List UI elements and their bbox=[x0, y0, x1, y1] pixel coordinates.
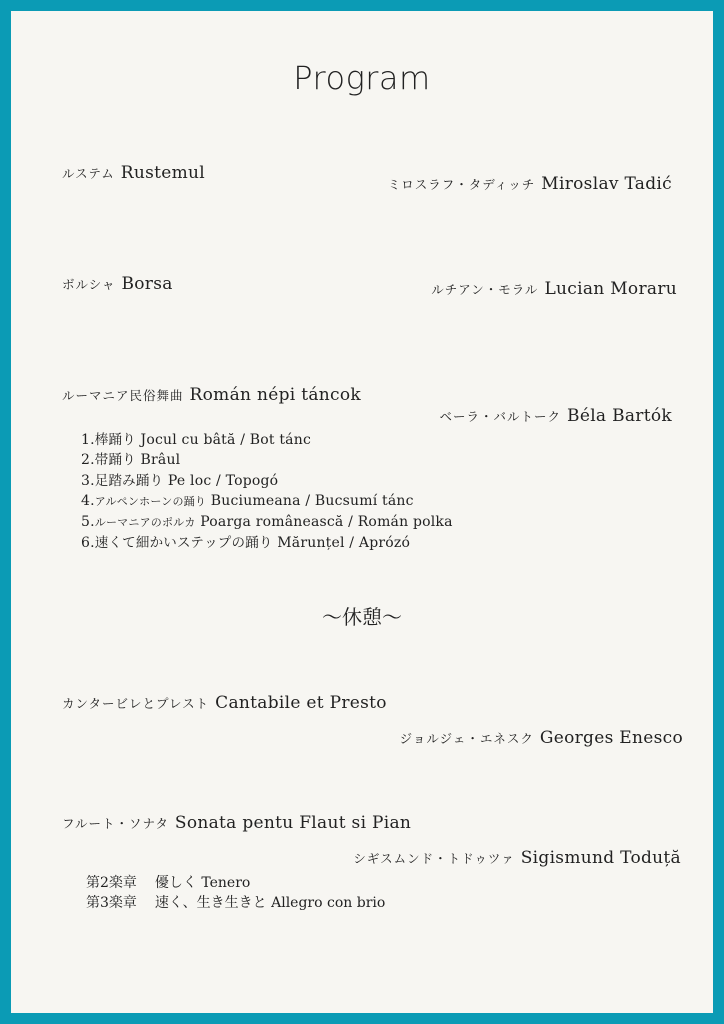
piece-title-en: Borsa bbox=[121, 274, 173, 294]
list-item: 5.ルーマニアのポルカ Poarga românească / Román polka bbox=[81, 514, 453, 531]
composer-en: Sigismund Toduță bbox=[520, 848, 681, 868]
piece-title-roman-nepi-tancok bbox=[62, 385, 361, 405]
piece-title-jp: カンタービレとプレスト bbox=[62, 696, 210, 711]
piece-title-en: Román népi táncok bbox=[189, 385, 361, 405]
list-item: 3.足踏み踊り Pe loc / Topogó bbox=[81, 472, 279, 489]
piece-title-rustemul bbox=[62, 163, 205, 183]
composer-toduta bbox=[353, 848, 681, 868]
composer-jp: ジョルジェ・エネスク bbox=[399, 731, 534, 746]
program-page bbox=[11, 11, 713, 1013]
piece-title-cantabile bbox=[62, 693, 387, 713]
page-title: Program bbox=[293, 59, 431, 97]
dance-list bbox=[81, 430, 453, 554]
composer-enesco bbox=[400, 728, 683, 748]
list-item: 第3楽章 速く、生き生きと Allegro con brio bbox=[86, 895, 386, 911]
piece-title-en: Rustemul bbox=[120, 163, 206, 183]
list-item: 4.アルペンホーンの踊り Buciumeana / Bucsumí tánc bbox=[81, 492, 414, 509]
intermission-label: ～休憩～ bbox=[322, 605, 402, 629]
piece-title-jp: ボルシャ bbox=[62, 277, 116, 292]
composer-en: Lucian Moraru bbox=[544, 279, 677, 299]
composer-en: Béla Bartók bbox=[567, 406, 672, 426]
piece-title-jp: ルステム bbox=[62, 166, 115, 181]
piece-title-jp: ルーマニア民俗舞曲 bbox=[62, 388, 184, 403]
composer-bartok bbox=[440, 406, 672, 426]
piece-title-borsa bbox=[62, 274, 173, 294]
piece-title-en: Sonata pentu Flaut si Pian bbox=[174, 813, 412, 833]
list-item: 2.帯踊り Brâul bbox=[81, 452, 181, 469]
movement-list bbox=[86, 873, 385, 913]
composer-en: Miroslav Tadić bbox=[541, 174, 672, 194]
list-item: 第2楽章 優しく Tenero bbox=[86, 875, 251, 891]
composer-jp: シギスムンド・トドゥツァ bbox=[353, 851, 515, 866]
list-item: 6.速くて細かいステップの踊り Mărunțel / Aprózó bbox=[81, 535, 411, 552]
composer-en: Georges Enesco bbox=[539, 728, 683, 748]
list-item: 1.棒踊り Jocul cu bâtă / Bot tánc bbox=[81, 432, 311, 448]
composer-jp: ミロスラフ・タディッチ bbox=[387, 177, 536, 192]
piece-title-en: Cantabile et Presto bbox=[215, 693, 387, 713]
composer-tadic bbox=[388, 174, 672, 194]
composer-jp: ベーラ・バルトーク bbox=[439, 409, 562, 424]
composer-moraru bbox=[431, 279, 677, 299]
piece-title-jp: フルート・ソナタ bbox=[62, 816, 169, 831]
composer-jp: ルチアン・モラル bbox=[431, 282, 539, 297]
piece-title-sonata bbox=[62, 813, 411, 833]
